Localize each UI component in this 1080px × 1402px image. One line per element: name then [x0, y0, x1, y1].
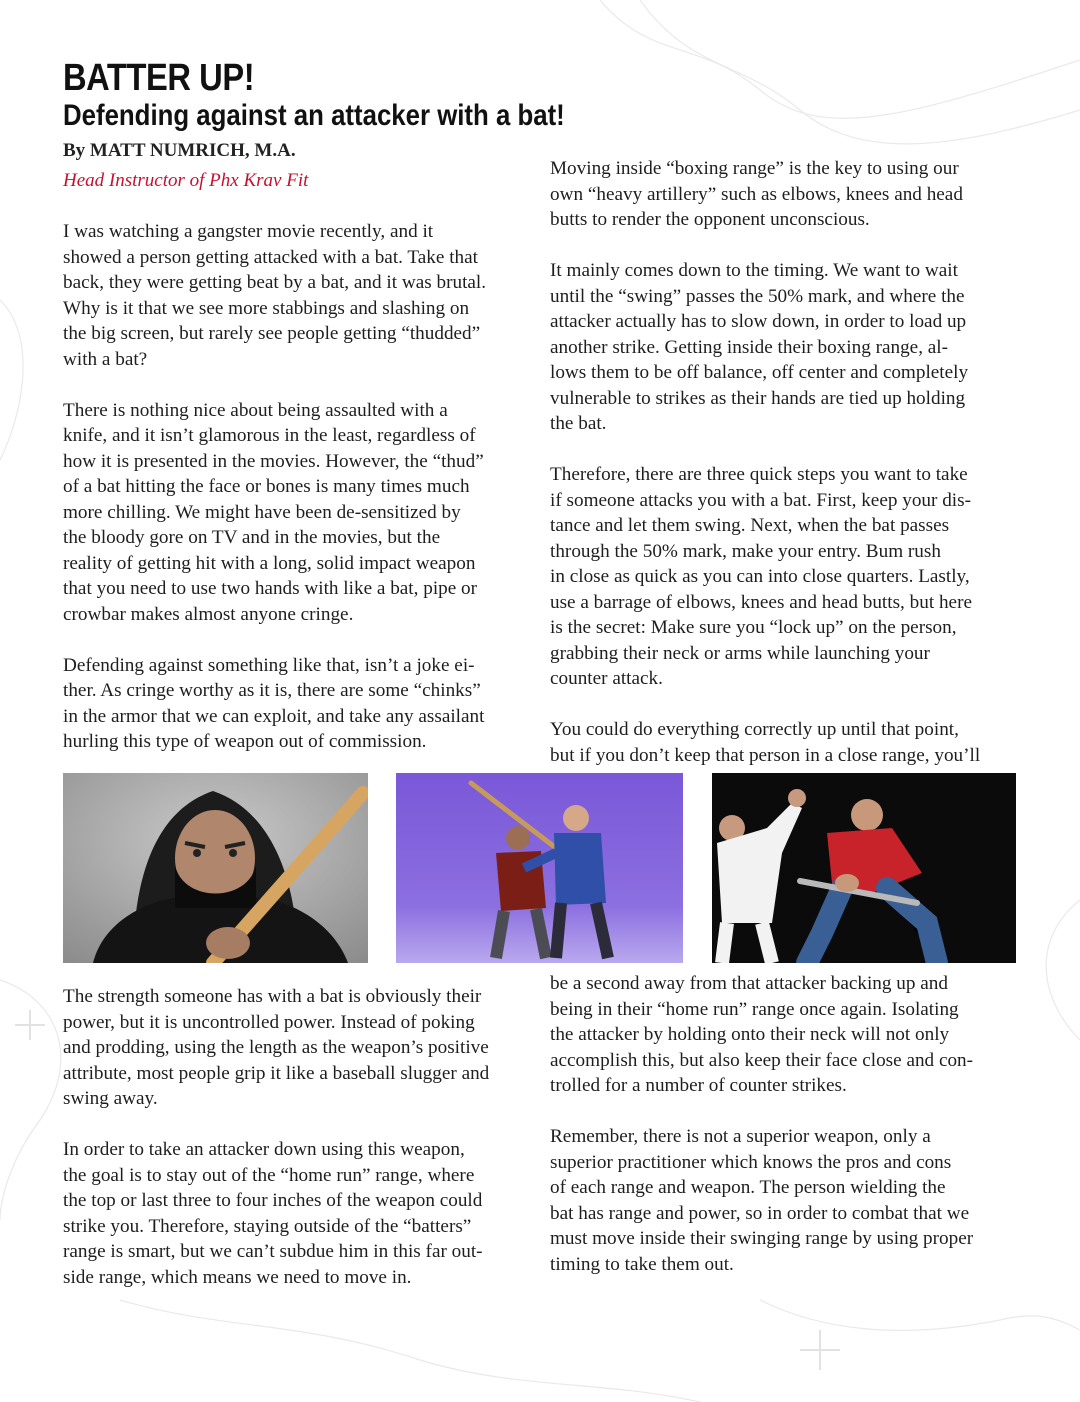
- text-line: showed a person getting attacked with a bat. Take that: [63, 246, 478, 268]
- text-line: the top or last three to four inches of the weapon could: [63, 1190, 483, 1211]
- text-line: power, but it is uncontrolled power. Instead of poking: [63, 1011, 475, 1033]
- text-line: in the armor that we can exploit, and take any assailant: [63, 705, 485, 727]
- author-role: Head Instructor of Phx Krav Fit: [63, 170, 309, 191]
- text-line: the bloody gore on TV and in the movies, but the: [63, 527, 441, 548]
- text-line: tance and let them swing. Next, when the bat passes: [550, 515, 950, 536]
- text-line: ther. As cringe worthy as it is, there are some “chinks”: [63, 680, 481, 701]
- text-line: You could do everything correctly up until that point,: [550, 719, 959, 740]
- text-line: be a second away from that attacker backing up and: [550, 973, 948, 994]
- text-line: vulnerable to strikes as their hands are tied up holding: [550, 387, 966, 409]
- text-line: must move inside their swinging range by using proper: [550, 1228, 974, 1249]
- text-line: own “heavy artillery” such as elbows, knees and head: [550, 183, 963, 205]
- hooded-attacker-with-bat-photo: [63, 773, 368, 963]
- text-line: accomplish this, but also keep their face close and con-: [550, 1049, 974, 1071]
- text-line: strike you. Therefore, staying outside of the “batters”: [63, 1215, 472, 1237]
- text-line: is the secret: Make sure you “lock up” on the person,: [550, 617, 957, 638]
- text-line: bat has range and power, so in order to combat that we: [550, 1202, 970, 1224]
- text-line: until the “swing” passes the 50% mark, and where the: [550, 285, 965, 307]
- left-bottom-column: [63, 984, 489, 1290]
- text-line: The strength someone has with a bat is obviously their: [63, 986, 482, 1007]
- text-line: attribute, most people grip it like a baseball slugger and: [63, 1062, 490, 1084]
- text-line: counter attack.: [550, 668, 663, 689]
- paragraph: [550, 156, 980, 233]
- paragraph: [550, 717, 980, 768]
- text-line: of each range and weapon. The person wielding the: [550, 1177, 946, 1198]
- text-line: reality of getting hit with a long, solid impact weapon: [63, 552, 476, 574]
- text-line: the goal is to stay out of the “home run” range, where: [63, 1164, 475, 1186]
- text-line: Moving inside “boxing range” is the key to using our: [550, 158, 959, 179]
- text-line: superior practitioner which knows the pros and cons: [550, 1151, 952, 1173]
- text-line: and prodding, using the length as the weapon’s positive: [63, 1037, 489, 1058]
- text-line: trolled for a number of counter strikes.: [550, 1075, 847, 1096]
- paragraph: [550, 971, 973, 1099]
- text-line: with a bat?: [63, 348, 148, 370]
- paragraph: [63, 984, 489, 1112]
- text-line: if someone attacks you with a bat. First, keep your dis-: [550, 489, 971, 511]
- left-top-column: [63, 219, 486, 755]
- stick-defense-demonstration-photo: [396, 773, 683, 963]
- text-line: range is smart, but we can’t subdue him in this far out-: [63, 1241, 483, 1262]
- text-line: swing away.: [63, 1088, 158, 1109]
- text-line: I was watching a gangster movie recently, and it: [63, 221, 434, 242]
- text-line: grabbing their neck or arms while launching your: [550, 642, 930, 664]
- paragraph: [63, 653, 486, 755]
- text-line: the big screen, but rarely see people getting “thudded”: [63, 323, 481, 344]
- text-line: Remember, there is not a superior weapon, only a: [550, 1126, 931, 1147]
- text-line: how it is presented in the movies. However, the “thud”: [63, 450, 484, 472]
- text-line: that you need to use two hands with like a bat, pipe or: [63, 578, 478, 599]
- text-line: in close as quick as you can into close quarters. Lastly,: [550, 566, 970, 587]
- text-line: back, they were getting beat by a bat, and it was brutal.: [63, 272, 487, 293]
- text-line: attacker actually has to slow down, in order to load up: [550, 311, 967, 332]
- paragraph: [550, 258, 980, 437]
- text-line: There is nothing nice about being assaulted with a: [63, 399, 448, 421]
- text-line: crowbar makes almost anyone cringe.: [63, 603, 354, 625]
- text-line: through the 50% mark, make your entry. Bum rush: [550, 540, 941, 562]
- text-line: side range, which means we need to move in.: [63, 1266, 412, 1288]
- text-line: Why is it that we see more stabbings and slashing on: [63, 297, 470, 319]
- paragraph: [63, 398, 486, 628]
- paragraph: [63, 1137, 489, 1290]
- text-line: the attacker by holding onto their neck will not only: [550, 1024, 950, 1045]
- article-subtitle: Defending against an attacker with a bat!: [63, 99, 565, 132]
- text-line: Therefore, there are three quick steps you want to take: [550, 464, 968, 485]
- text-line: more chilling. We might have been de-sensitized by: [63, 501, 461, 523]
- right-bottom-column: [550, 971, 973, 1277]
- text-line: lows them to be off balance, off center and completely: [550, 362, 969, 383]
- paragraph: [63, 219, 486, 372]
- text-line: hurling this type of weapon out of commission.: [63, 731, 427, 752]
- paragraph: [550, 1124, 973, 1277]
- text-line: another strike. Getting inside their boxing range, al-: [550, 336, 949, 358]
- text-line: It mainly comes down to the timing. We want to wait: [550, 260, 958, 281]
- text-line: but if you don’t keep that person in a close range, you’ll: [550, 744, 981, 766]
- text-line: Defending against something like that, isn’t a joke ei-: [63, 654, 475, 676]
- text-line: butts to render the opponent unconscious.: [550, 209, 870, 230]
- text-line: knife, and it isn’t glamorous in the least, regardless of: [63, 425, 476, 446]
- text-line: being in their “home run” range once again. Isolating: [550, 998, 959, 1020]
- text-line: In order to take an attacker down using this weapon,: [63, 1139, 465, 1160]
- text-line: the bat.: [550, 413, 607, 434]
- article-title: BATTER UP!: [63, 57, 255, 99]
- text-line: timing to take them out.: [550, 1253, 734, 1275]
- text-line: of a bat hitting the face or bones is many times much: [63, 476, 470, 497]
- paragraph: [550, 462, 980, 692]
- author-byline: By MATT NUMRICH, M.A.: [63, 140, 296, 161]
- bat-attack-training-photo: [712, 773, 1016, 963]
- right-top-column: [550, 156, 980, 768]
- text-line: use a barrage of elbows, knees and head butts, but here: [550, 591, 972, 613]
